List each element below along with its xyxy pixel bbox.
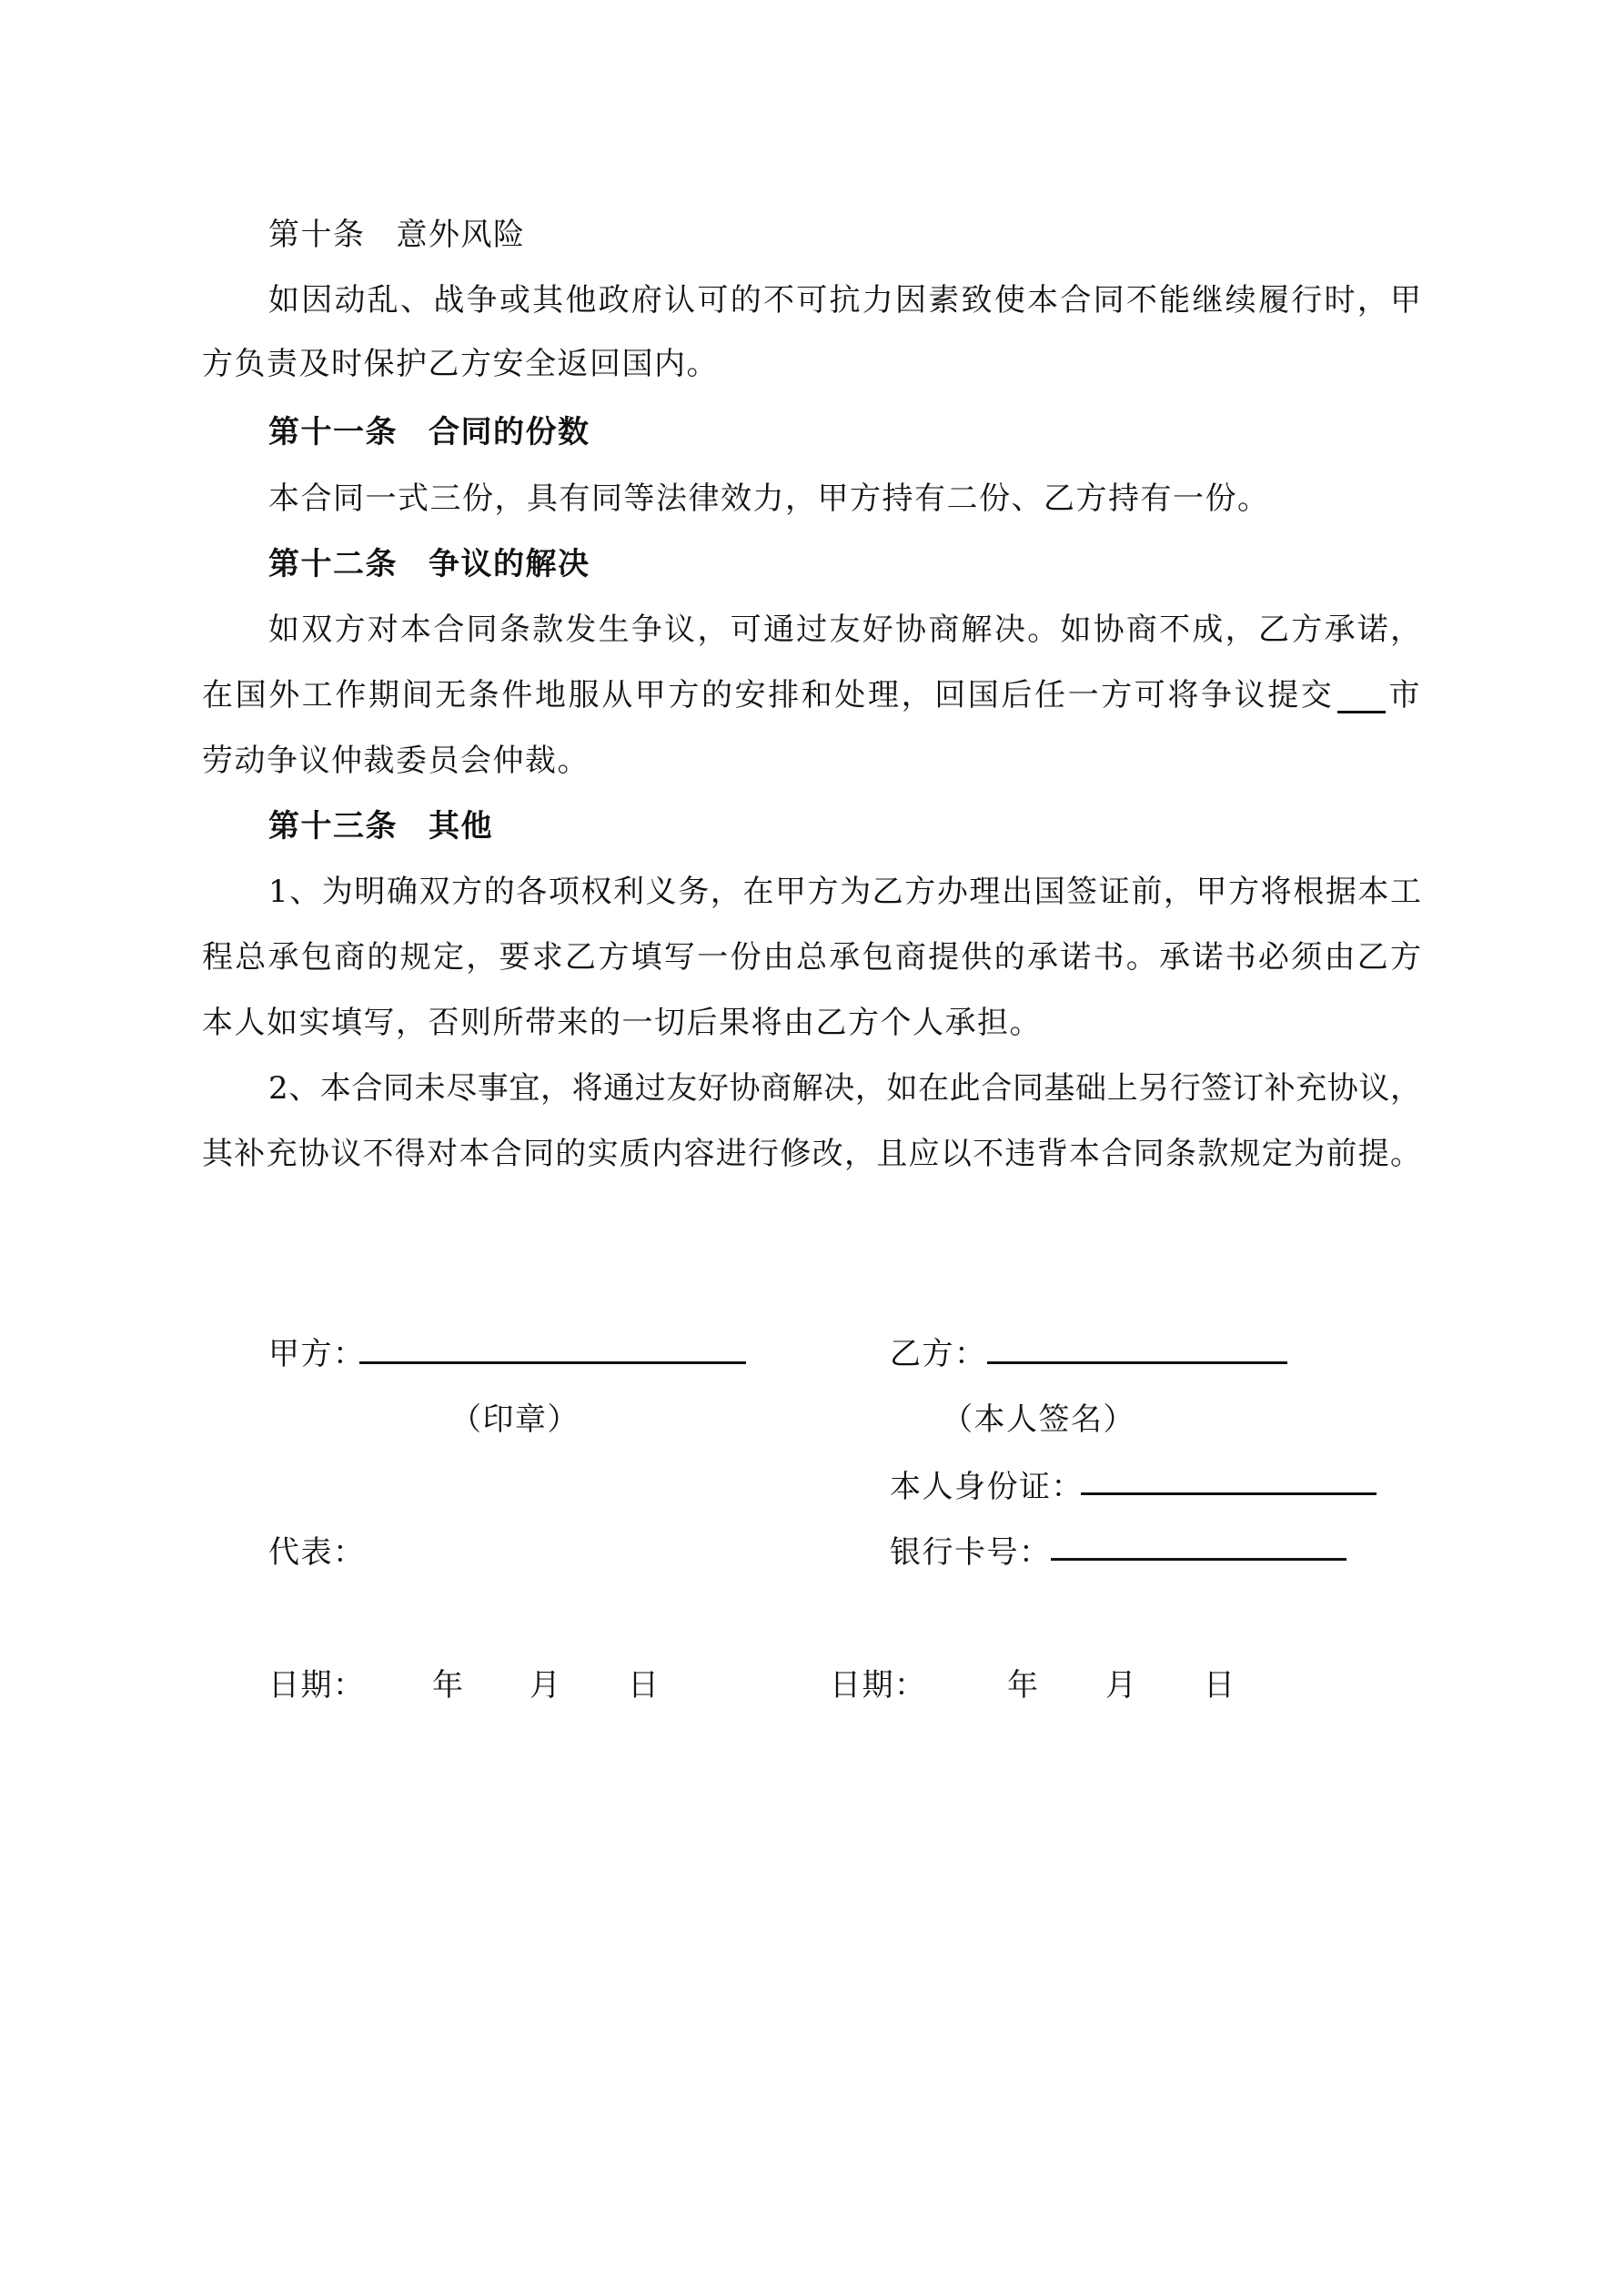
article-10-title: 意外风险: [396, 217, 526, 253]
article-10-para-line-2: 方负责及时保护乙方安全返回国内。: [202, 346, 719, 382]
article-12-para-line-3: 劳动争议仲裁委员会仲裁。: [202, 743, 590, 779]
party-a-date-month: 月: [530, 1667, 562, 1704]
party-a-label: 甲方：: [268, 1336, 366, 1372]
city-blank-field[interactable]: [1337, 683, 1385, 713]
party-b-date-year: 年: [1007, 1667, 1040, 1704]
party-b-date-month: 月: [1105, 1667, 1138, 1704]
article-10-para-line-1: 如因动乱、战争或其他政府认可的不可抗力因素致使本合同不能继续履行时，甲: [268, 282, 1421, 319]
article-11-title: 合同的份数: [429, 414, 590, 450]
party-a-signature-line[interactable]: [359, 1361, 746, 1364]
party-b-label: 乙方：: [890, 1336, 987, 1372]
id-card-number-line[interactable]: [1081, 1492, 1377, 1495]
party-b-signature-note: （本人签名）: [942, 1401, 1135, 1438]
representative-label: 代表：: [268, 1534, 366, 1571]
party-a-seal-note: （印章）: [450, 1401, 580, 1438]
party-a-date-year: 年: [432, 1667, 465, 1704]
article-13-item-1-line-1: 1、为明确双方的各项权利义务，在甲方为乙方办理出国签证前，甲方将根据本工: [268, 874, 1421, 910]
party-b-date-label: 日期：: [830, 1667, 927, 1704]
article-11-number: 第十一条: [268, 414, 398, 450]
id-card-label: 本人身份证：: [890, 1469, 1084, 1505]
bank-card-label: 银行卡号：: [890, 1534, 1052, 1571]
article-12-line-2-text: 在国外工作期间无条件地服从甲方的安排和处理，回国后任一方可将争议提交: [202, 677, 1335, 713]
article-12-number: 第十二条: [268, 546, 398, 582]
party-b-date-day: 日: [1204, 1667, 1236, 1704]
article-10-heading: [268, 217, 526, 253]
article-12-title: 争议的解决: [429, 546, 590, 582]
article-13-heading: [268, 808, 493, 845]
article-12-para-line-2: [202, 677, 1421, 713]
article-13-number: 第十三条: [268, 808, 398, 845]
bank-card-number-line[interactable]: [1051, 1558, 1347, 1561]
article-13-item-1-line-2: 程总承包商的规定，要求乙方填写一份由总承包商提供的承诺书。承诺书必须由乙方: [202, 939, 1421, 976]
party-a-date-day: 日: [628, 1667, 661, 1704]
party-a-date-label: 日期：: [268, 1667, 366, 1704]
article-10-number: 第十条: [268, 217, 366, 253]
party-b-signature-line[interactable]: [987, 1361, 1287, 1364]
article-13-item-1-line-3: 本人如实填写，否则所带来的一切后果将由乙方个人承担。: [202, 1005, 1042, 1041]
article-13-item-2-line-1: 2、本合同未尽事宜，将通过友好协商解决，如在此合同基础上另行签订补充协议，: [268, 1070, 1421, 1107]
article-12-para-line-1: 如双方对本合同条款发生争议，可通过友好协商解决。如协商不成，乙方承诺，: [268, 612, 1421, 648]
article-13-item-2-line-2: 其补充协议不得对本合同的实质内容进行修改，且应以不违背本合同条款规定为前提。: [202, 1136, 1421, 1172]
article-11-para-line-1: 本合同一式三份，具有同等法律效力，甲方持有二份、乙方持有一份。: [268, 480, 1270, 517]
article-12-heading: [268, 546, 590, 582]
article-11-heading: [268, 414, 590, 450]
article-12-line-2-suffix: 市: [1388, 677, 1421, 713]
article-13-title: 其他: [429, 808, 493, 845]
